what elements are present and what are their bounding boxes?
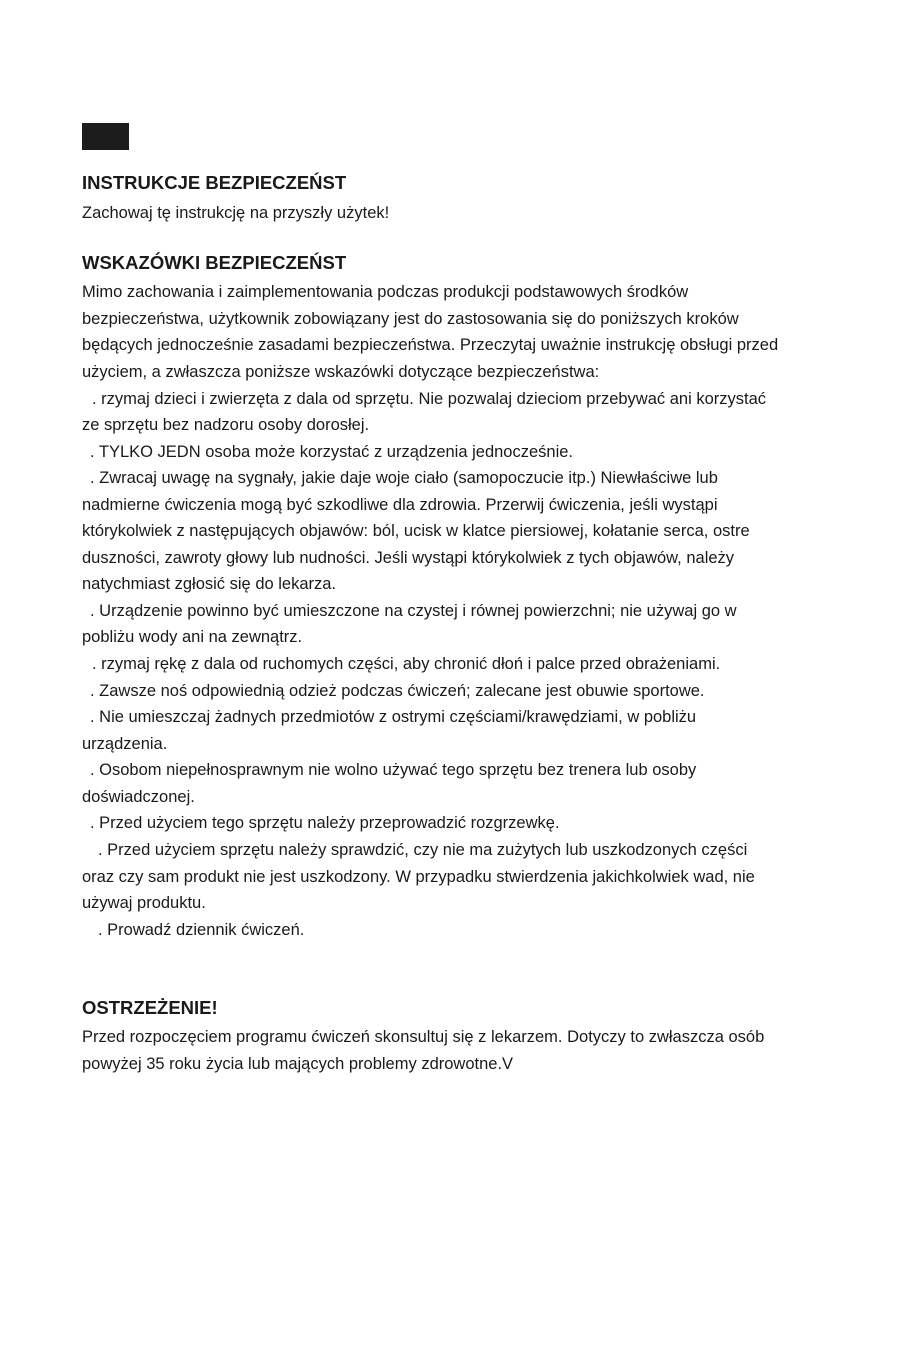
list-item-continuation: duszności, zawroty głowy lub nudności. Jeśli wystąpi którykolwiek z tych objawów, należy [82,549,735,567]
list-item: . Urządzenie powinno być umieszczone na czystej i równej powierzchni; nie używaj go w [90,602,737,620]
list-item: . Zwracaj uwagę na sygnały, jakie daje woje ciało (samopoczucie itp.) Niewłaściwe lub [90,469,718,487]
list-item-continuation: używaj produktu. [82,894,206,912]
language-tag-block [82,123,129,150]
list-item-continuation: doświadczonej. [82,788,195,806]
paragraph-line: Mimo zachowania i zaimplementowania podczas produkcji podstawowych środków [82,283,689,301]
list-item: . TYLKO JEDN osoba może korzystać z urządzenia jednocześnie. [90,443,574,461]
paragraph-line: powyżej 35 roku życia lub mających problemy zdrowotne.V [82,1055,514,1073]
list-item: . rzymaj rękę z dala od ruchomych części, aby chronić dłoń i palce przed obrażeniami. [92,655,721,673]
list-item: . Przed użyciem sprzętu należy sprawdzić, czy nie ma zużytych lub uszkodzonych części [98,841,748,859]
list-item: . rzymaj dzieci i zwierzęta z dala od sprzętu. Nie pozwalaj dzieciom przebywać ani korzystać [92,390,767,408]
list-item-continuation: pobliżu wody ani na zewnątrz. [82,628,303,646]
list-item-continuation: urządzenia. [82,735,168,753]
list-item: . Zawsze noś odpowiednią odzież podczas ćwiczeń; zalecane jest obuwie sportowe. [90,682,705,700]
list-item-continuation: natychmiast zgłosić się do lekarza. [82,575,337,593]
section-title-instructions: INSTRUKCJE BEZPIECZEŃST [82,172,347,193]
list-item-continuation: oraz czy sam produkt nie jest uszkodzony. W przypadku stwierdzenia jakichkolwiek wad, nie [82,868,755,886]
paragraph-line: bezpieczeństwa, użytkownik zobowiązany jest do zastosowania się do poniższych kroków [82,310,739,328]
list-item: . Nie umieszczaj żadnych przedmiotów z ostrymi częściami/krawędziami, w pobliżu [90,708,697,726]
list-item: . Przed użyciem tego sprzętu należy przeprowadzić rozgrzewkę. [90,814,560,832]
section-title-safety-tips: WSKAZÓWKI BEZPIECZEŃST [82,252,347,273]
paragraph-line: użyciem, a zwłaszcza poniższe wskazówki dotyczące bezpieczeństwa: [82,363,600,381]
section-title-warning: OSTRZEŻENIE! [82,997,218,1018]
list-item: . Prowadź dziennik ćwiczeń. [98,921,305,939]
list-item-continuation: ze sprzętu bez nadzoru osoby dorosłej. [82,416,370,434]
section-subtitle: Zachowaj tę instrukcję na przyszły użytek! [82,204,390,222]
paragraph-line: Przed rozpoczęciem programu ćwiczeń skonsultuj się z lekarzem. Dotyczy to zwłaszcza osób [82,1028,765,1046]
paragraph-line: będących jednocześnie zasadami bezpieczeństwa. Przeczytaj uważnie instrukcję obsługi przed [82,336,779,354]
list-item-continuation: którykolwiek z następujących objawów: ból, ucisk w klatce piersiowej, kołatanie serca, ostre [82,522,750,540]
list-item: . Osobom niepełnosprawnym nie wolno używać tego sprzętu bez trenera lub osoby [90,761,697,779]
list-item-continuation: nadmierne ćwiczenia mogą być szkodliwe dla zdrowia. Przerwij ćwiczenia, jeśli wystąpi [82,496,718,514]
